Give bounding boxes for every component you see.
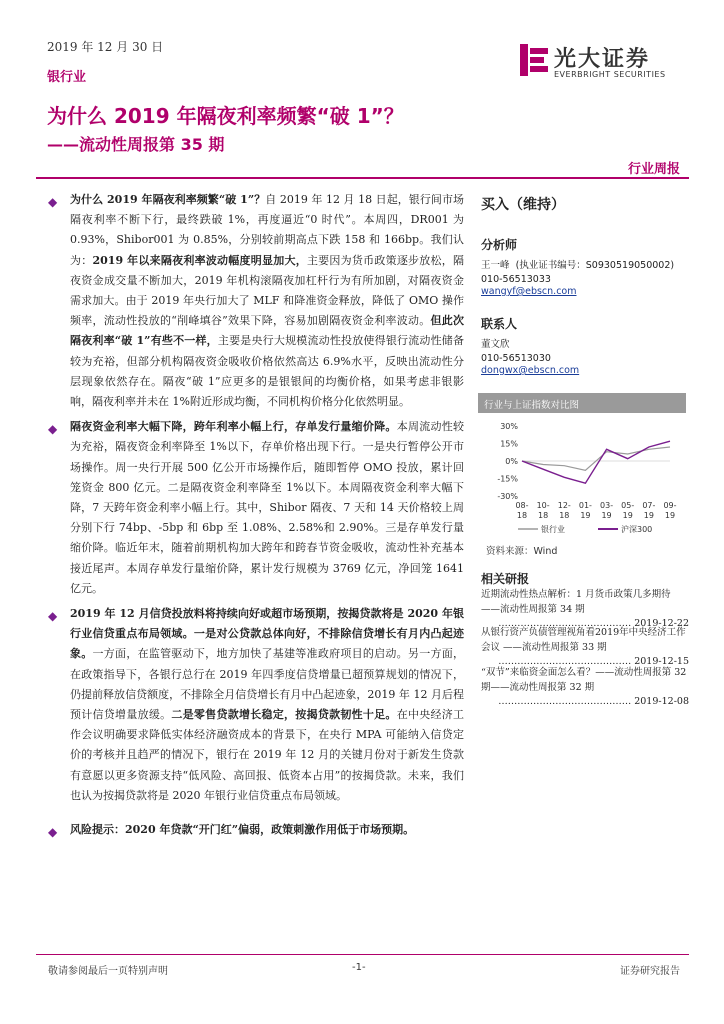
p2-lead: 隔夜资金利率大幅下降，跨年利率小幅上行，存单发行量缩价降。 [70,420,397,434]
footer-rule [36,954,689,955]
analyst-phone: 010-56513033 [481,273,551,285]
legend-label: 银行业 [541,525,565,534]
x-tick-label: 19 [664,511,676,520]
x-tick-label: 08- [515,501,529,510]
x-tick-label: 10- [536,501,550,510]
y-tick-label: -30% [497,492,518,501]
p2-text-1: 本周流动性较为充裕，隔夜资金利率降至 1%以下，存单价格出现下行。一是央行暂停公开市场操作。周一央行开展 500 亿公开市场操作后，随即暂停 OMO 投放，累计回笼资金 800 亿元。二是隔夜资金利率降至 1%以下。本周隔夜资金利率大幅下降，7 天跨年资金利率小幅上行。其中，Shibor 隔夜、7 天和 14 天价格较上周分别下行 74bp、-5bp 和 6bp 至 1.08%、2.58%和 2.90%。三是存单发行量缩价降。临近年末，随着前期机构加大跨年和跨春节资金吸收，流动性补充基本接近尾声。本周存单发行量缩价降，累计发行规模为 3769 亿元，净回笼 1641 亿元。 [70,420,465,595]
report-title: 为什么 2019 年隔夜利率频繁“破 1”？ [47,104,404,128]
p3-text-2: 在中央经济工作会议明确要求降低实体经济融资成本的背景下，在央行 MPA 可能纳入信贷定价的考核并且趋严的情况下，银行在 2019 年 12 月的关键月份对于新发生贷款有意愿以更多资源支持“低风险、高回报、低资本占用”的按揭贷款。未来，我们也认为按揭贷款将是 2020 年银行业信贷重点布局领域。 [70,708,465,802]
x-tick-label: 07- [642,501,656,510]
x-tick-label: 19 [580,511,591,520]
diamond-bullet-icon: ◆ [48,195,58,209]
x-tick-label: 18 [538,511,549,520]
comparison-chart [478,416,688,542]
p3-bold-2: 二是零售贷款增长稳定，按揭贷款韧性十足。 [171,708,397,722]
page-number: -1- [352,962,366,973]
p1-lead: 为什么 2019 年隔夜利率频繁“破 1”？ [70,193,266,206]
header-rule [36,177,689,179]
rating: 买入（维持） [481,197,565,213]
main-body [48,190,464,845]
logo-english: EVERBRIGHT SECURITIES [554,70,666,79]
paragraph-2 [48,417,464,599]
p1-bold-1: 2019 年以来隔夜利率波动幅度明显加大， [92,253,307,267]
footer-report-type: 证券研究报告 [620,966,680,977]
related-item[interactable] [481,588,689,632]
x-tick-label: 18 [559,511,570,520]
related-item[interactable] [481,626,689,670]
diamond-bullet-icon: ◆ [48,609,58,624]
contact-name: 董文欣 [481,339,510,350]
analyst-name: 王一峰 [481,260,510,271]
related-item[interactable] [481,666,689,710]
analyst-heading: 分析师 [481,238,518,252]
diamond-bullet-icon: ◆ [48,422,58,437]
diamond-bullet-icon: ◆ [48,825,58,840]
related-date: …………………………………… 2019-12-08 [498,696,689,707]
related-heading: 相关研报 [481,572,530,586]
analyst-email[interactable]: wangyf@ebscn.com [481,286,577,297]
p1-bold-2: 但此次隔夜利率“破 1”有些不一样， [70,314,464,348]
related-date: …………………………………… 2019-12-15 [498,656,689,667]
logo-text: 光大证券 [554,47,651,72]
legend-label: 沪深300 [621,525,653,534]
risk-warning: 风险提示：2020 年贷款“开门红”偏弱，政策刺激作用低于市场预期。 [70,823,415,837]
series-line-csi300 [522,441,670,483]
x-tick-label: 12- [557,501,571,510]
related-date: …………………………………… 2019-12-22 [498,618,689,629]
paragraph-3 [48,604,464,806]
p1-text-3: 主要是央行大规模流动性投放使得银行流动性储备较为充裕，但部分机构隔夜资金吸收价格依然高达 6.9%水平，反映出流动性分层现象依然存在。隔夜“破 1”应更多的是银银间的均衡价格，如果考虑非银影响，隔夜利率并未在 1%附近形成均衡，不同机构价格分化依然明显。 [70,334,465,409]
y-tick-label: 15% [500,439,518,449]
y-tick-label: 0% [505,457,518,466]
x-tick-label: 19 [601,511,612,520]
x-tick-label: 19 [643,511,654,520]
x-tick-label: 01- [578,501,592,510]
y-tick-label: 30% [500,422,518,431]
x-tick-label: 03- [600,501,614,510]
contact-phone: 010-56513030 [481,352,551,364]
related-title[interactable]: 近期流动性热点解析：1 月货币政策几多期待——流动性周报第 34 期 [481,589,671,615]
p3-lead: 2019 年 12 月信贷投放料将持续向好或超市场预期，按揭贷款将是 2020 年银行业信贷重点布局领域。 [70,607,464,641]
chart-title: 行业与上证指数对比图 [478,393,686,413]
related-title[interactable]: “双节”来临资金面怎么看？——流动性周报第 32 期——流动性周报第 32 期 [481,667,687,693]
sidebar [481,190,691,376]
report-date: 2019 年 12 月 30 日 [47,40,164,54]
x-tick-label: 19 [622,511,633,520]
analyst-info [481,259,691,273]
p3-text-1: 一方面，在监管驱动下，地方加快了基建等准政府项目的启动。另一方面，在政策指导下，各银行总行在 2019 年四季度信贷增量已超预算规划的情况下，仍提前释放信贷额度，不排除全月信贷增长有月中凸起迹象，2019 年 12 月后程预计信贷增量放缓。 [70,647,464,722]
contact-email[interactable]: dongwx@ebscn.com [481,365,580,376]
p1-text-2: 主要因为货币政策逐步放松，隔夜资金成交量不断加大，2019 年机构滚隔夜加杠杆行为有所加剧，对隔夜资金需求加大。由于 2019 年央行加大了 MLF 和降准资金释放，降低了 OMO 操作频率，流动性投放的“削峰填谷”效果下降，容易加剧隔夜资金利率波动。 [70,253,465,328]
chart-source: 资料来源：Wind [486,546,558,557]
related-title[interactable]: 从银行资产负债管理视角看2019年中央经济工作会议 ——流动性周报第 33 期 [481,627,686,653]
contact-heading: 联系人 [481,317,518,331]
report-subtitle: ——流动性周报第 35 期 [47,135,225,154]
x-tick-label: 09- [663,501,677,510]
paragraph-4 [48,820,464,840]
x-tick-label: 18 [516,511,528,520]
p1-text-1: 自 2019 年 12 月 18 日起，银行间市场隔夜利率不断下行，最终跌破 1%，再度逼近“0 时代”。本周四，DR001 为 0.93%，Shibor001 为 0.85%，分别较前期高点下跌 158 和 166bp。我们认为： [70,193,464,267]
sector-label: 银行业 [47,70,87,85]
analyst-cert: (执业证书编号：S0930519050002) [515,260,675,271]
x-tick-label: 05- [621,501,635,510]
report-type: 行业周报 [627,162,680,177]
y-tick-label: -15% [497,474,518,484]
p3-bold-1: 一是对公贷款总体向好，不排除信贷增长有月内凸起迹象。 [70,627,465,661]
footer-disclaimer: 敬请参阅最后一页特别声明 [48,966,168,977]
logo-icon [518,42,550,78]
paragraph-1 [48,190,464,412]
